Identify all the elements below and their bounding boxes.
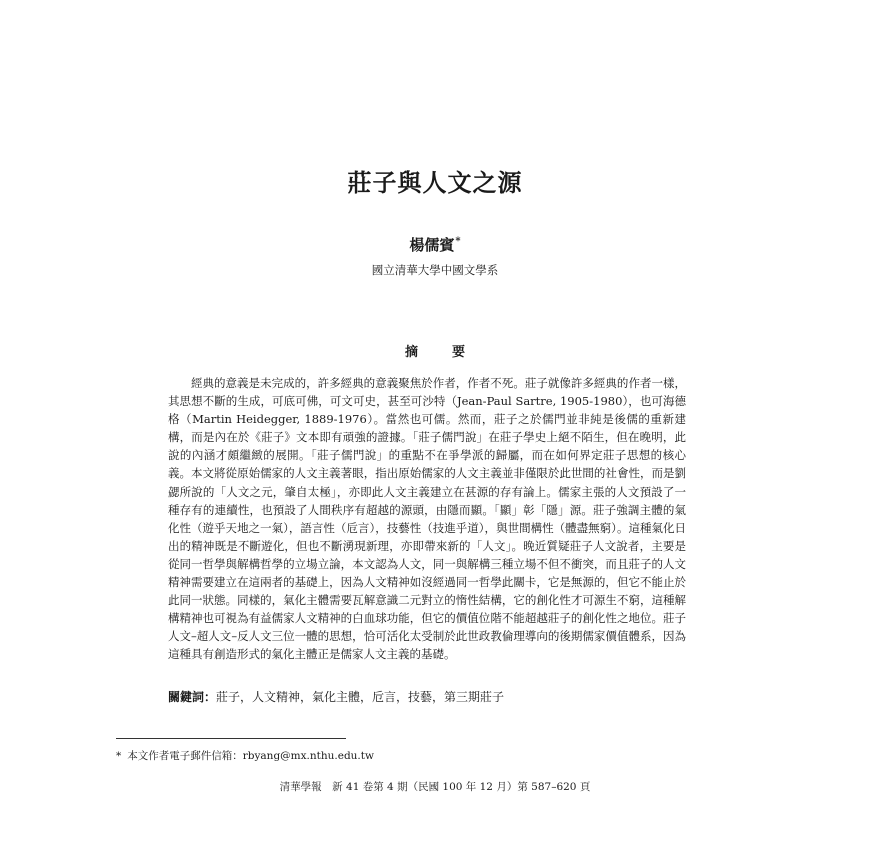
footnote-divider bbox=[116, 738, 346, 739]
abstract-heading-char1: 摘 bbox=[404, 345, 418, 360]
keywords-label: 關鍵詞： bbox=[168, 690, 217, 704]
footnote-mark: * bbox=[116, 750, 122, 762]
author-affiliation: 國立清華大學中國文學系 bbox=[371, 263, 499, 277]
abstract-heading-char2: 要 bbox=[452, 345, 466, 360]
abstract-heading bbox=[0, 341, 870, 360]
footnote bbox=[116, 748, 374, 763]
paper-title: 莊子與人文之源 bbox=[347, 168, 523, 197]
abstract-body: 經典的意義是未完成的，許多經典的意義聚焦於作者，作者不死。莊子就像許多經典的作者一樣，其思想不斷的生成，可底可佛，可文可史，甚至可沙特（Jean-Paul Sartre, 1905-1980），也可海德格（Martin Heidegger, 1889-1976）。當然也可儒。然而，莊子之於儒門並非純是後儒的重新建構，而是內在於《莊子》文本即有頑強的證據。「莊子儒門說」在莊子學史上絕不陌生，但在晚明，此說的內涵才頗繼緻的展開。「莊子儒門說」的重點不在爭學派的歸屬，而在如何界定莊子思想的核心義。本文將從原始儒家的人文主義著眼，指出原始儒家的人文主義並非僅限於此世間的社會性，而是劉勰所說的「人文之元，肇自太極」，亦即此人文主義建立在甚源的存有論上。儒家主張的人文預設了一種存有的連續性，也預設了人間秩序有超越的源頭，由隱而顯。「顯」彰「隱」源。莊子強調主體的氣化性（遊乎天地之一氣），語言性（卮言），技藝性（技進乎道），與世間構性（體盡無窮）。這種氣化日出的精神既是不斷遊化，但也不斷湧現新理，亦即帶來新的「人文」。晚近質疑莊子人文說者，主要是從同一哲學與解構哲學的立場立論，本文認為人文，同一與解構三種立場不但不衝突，而且莊子的人文精神需要建立在這兩者的基礎上，因為人文精神如沒經過同一哲學此關卡，它是無源的，但它不能止於此同一狀態。同樣的，氣化主體需要瓦解意識二元對立的惰性結構，它的創化性才可源生不窮，這種解構精神也可視為有益儒家人文精神的白血球功能，但它的價值位階不能超越莊子的創化性之地位。莊子人文–超人文–反人文三位一體的思想，恰可活化太受制於此世政教倫理導向的後期儒家價值體系，因為這種具有創造形式的氣化主體正是儒家人文主義的基礎。 bbox=[168, 376, 686, 662]
footnote-text: 本文作者電子郵件信箱：rbyang@mx.nthu.edu.tw bbox=[127, 750, 374, 762]
keywords-text: 莊子，人文精神，氣化主體，卮言，技藝，第三期莊子 bbox=[216, 690, 505, 704]
journal-footer: 清華學報 新 41 卷第 4 期（民國 100 年 12 月）第 587–620 頁 bbox=[279, 781, 591, 793]
author-footnote-mark: * bbox=[455, 236, 461, 247]
author-line bbox=[0, 234, 870, 255]
keywords-line bbox=[168, 688, 688, 705]
author-name: 楊儒賓 bbox=[409, 236, 455, 254]
